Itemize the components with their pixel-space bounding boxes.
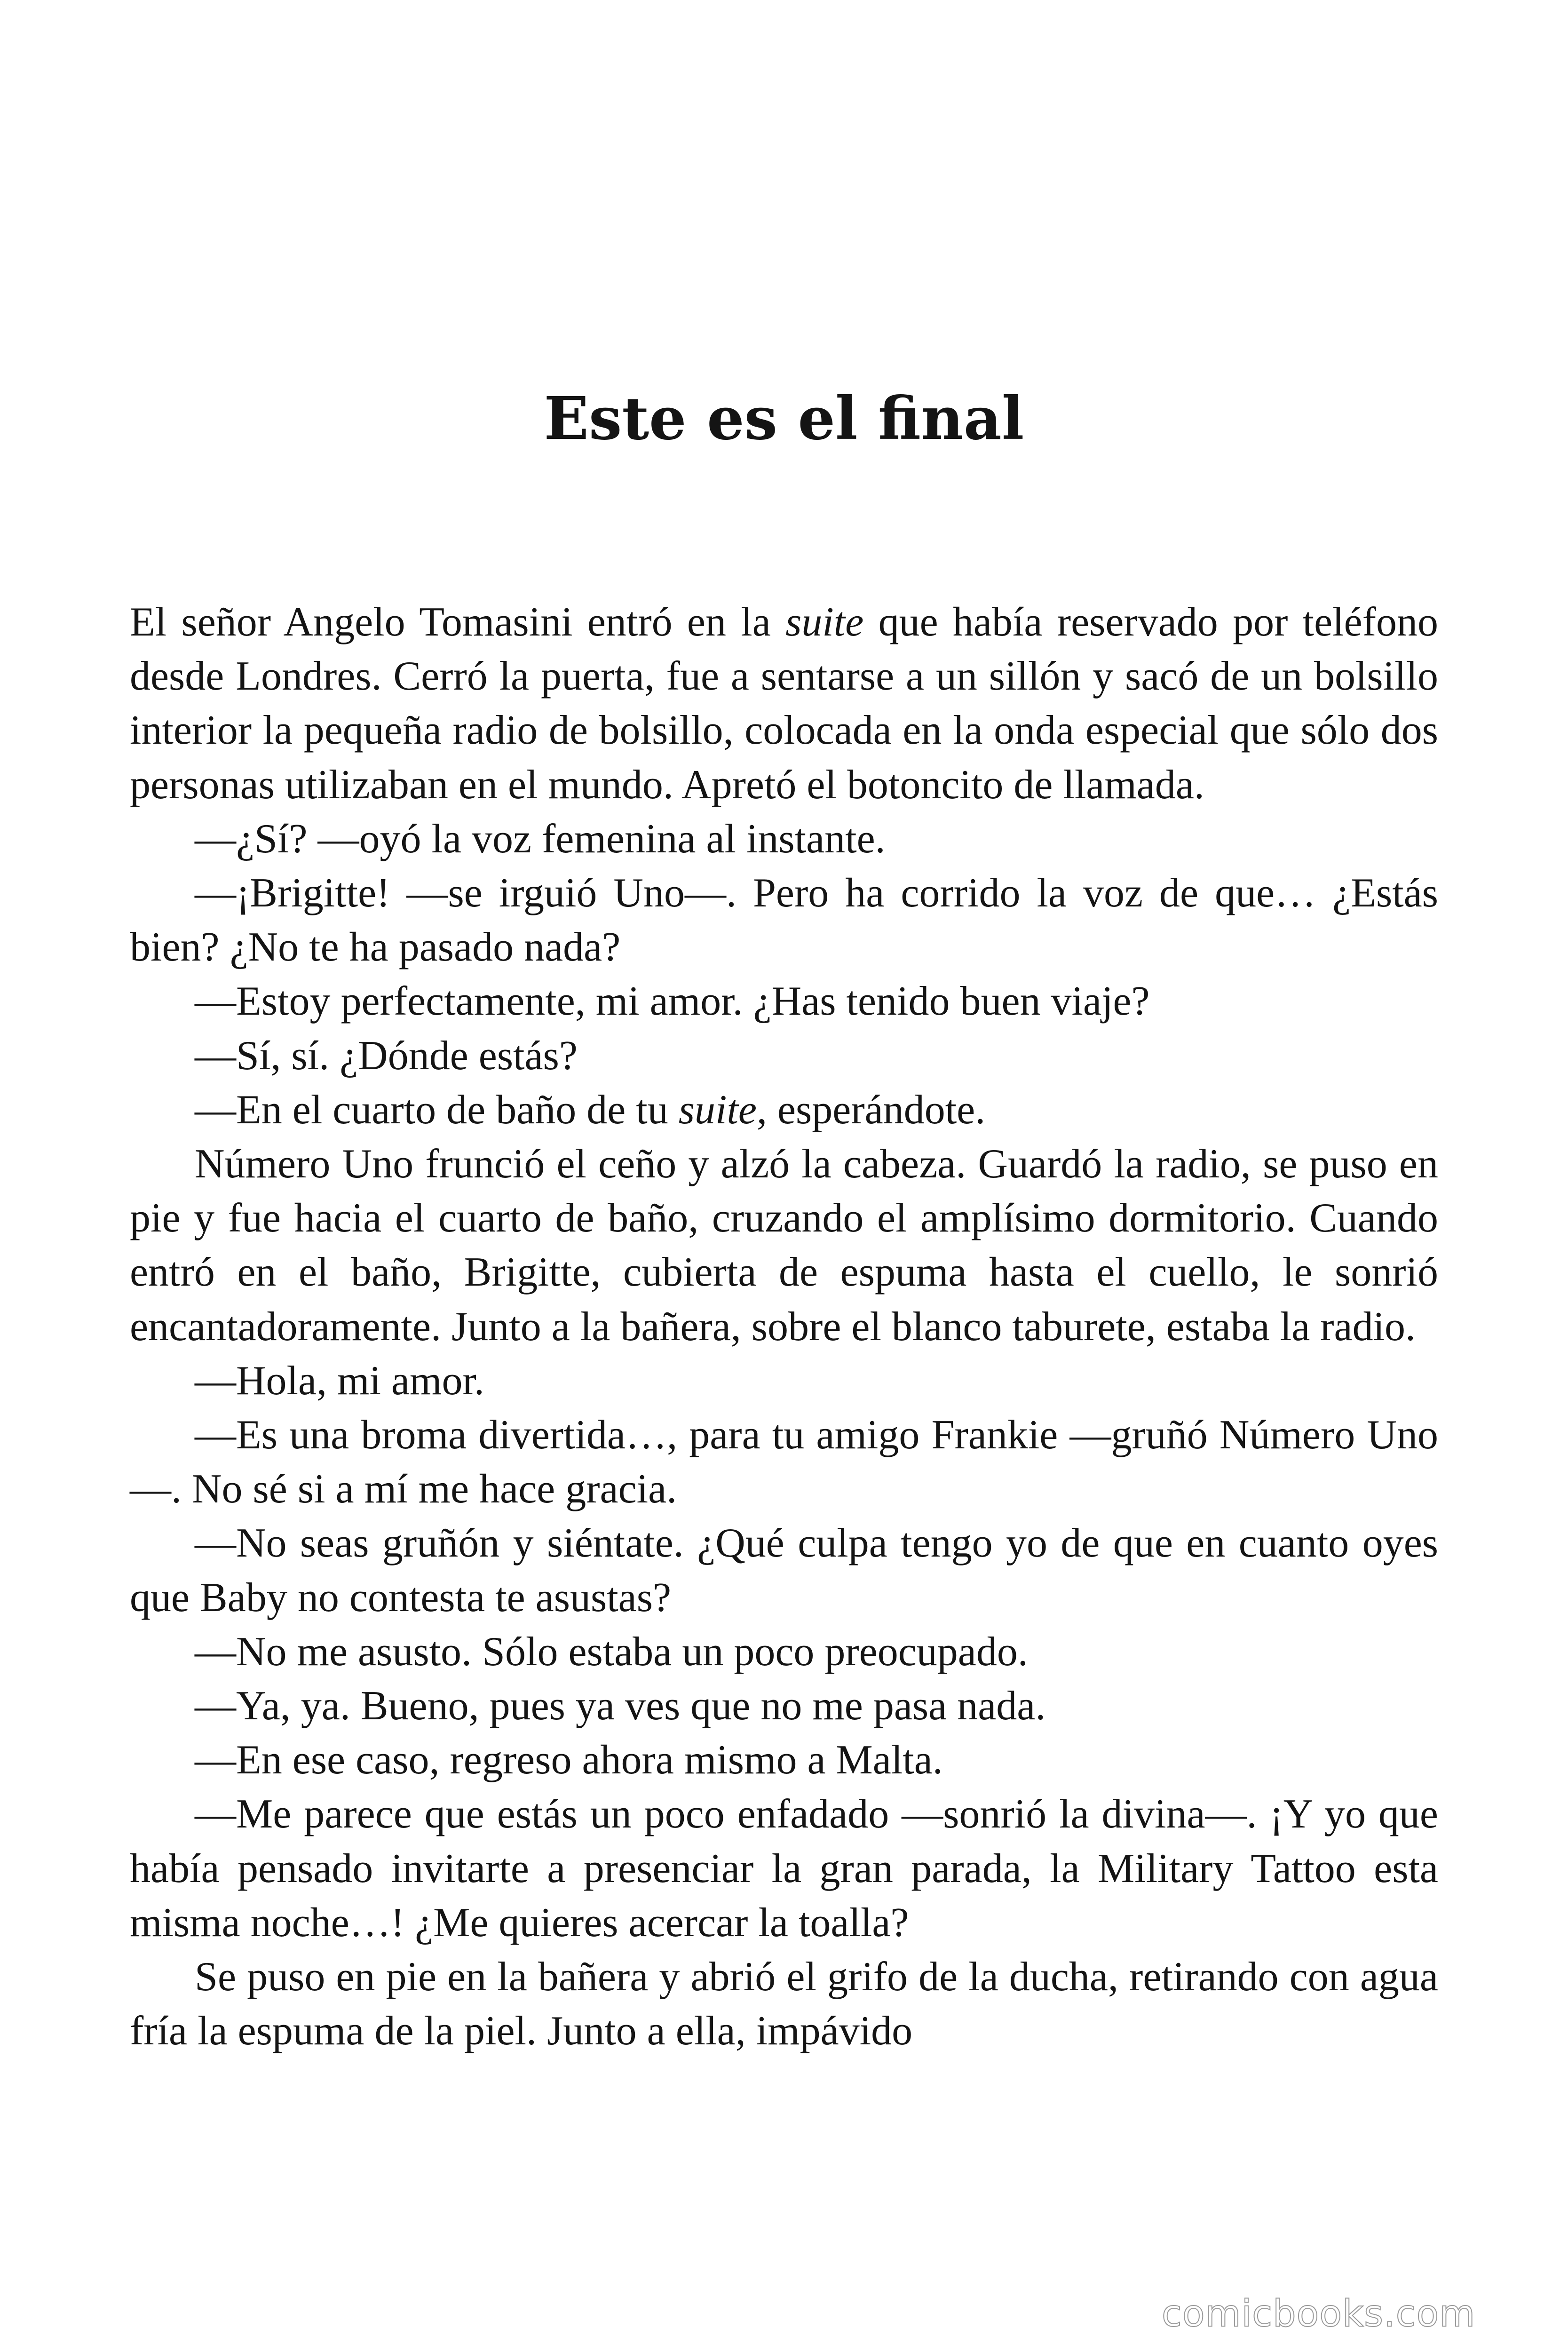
paragraph	[130, 1029, 1438, 1083]
paragraph	[130, 595, 1438, 812]
paragraph	[130, 1516, 1438, 1624]
chapter-title: Este es el final	[544, 384, 1024, 453]
paragraph	[130, 1787, 1438, 1950]
paragraph	[130, 1083, 1438, 1137]
paragraph	[130, 1679, 1438, 1733]
paragraph	[130, 1950, 1438, 2058]
text-run: —Estoy perfectamente, mi amor. ¿Has tenido buen viaje?	[195, 978, 1150, 1025]
paragraph	[130, 812, 1438, 866]
text-run: Se puso en pie en la bañera y abrió el grifo de la ducha, retirando con agua fría la espuma de la piel. Junto a ella, impávido	[130, 1954, 1438, 2054]
text-run: —Sí, sí. ¿Dónde estás?	[195, 1033, 578, 1079]
text-run: Número Uno frunció el ceño y alzó la cabeza. Guardó la radio, se puso en pie y fue hacia el cuarto de baño, cruzando el amplísimo dormitorio. Cuando entró en el baño, Brigitte, cubierta de espuma hasta el cuello, le sonrió encantadoramente. Junto a la bañera, sobre el blanco taburete, estaba la radio.	[130, 1141, 1438, 1350]
paragraph	[130, 1137, 1438, 1354]
text-run: —En el cuarto de baño de tu	[195, 1087, 679, 1133]
text-run: —Me parece que estás un poco enfadado —sonrió la divina—. ¡Y yo que había pensado invitarte a presenciar la gran parada, la Military Tattoo esta misma noche…! ¿Me quieres acercar la toalla?	[130, 1791, 1438, 1946]
paragraph	[130, 1625, 1438, 1679]
text-run: —Ya, ya. Bueno, pues ya ves que no me pasa nada.	[195, 1683, 1046, 1729]
paragraph	[130, 1408, 1438, 1516]
text-run: —Es una broma divertida…, para tu amigo Frankie —gruñó Número Uno—. No sé si a mí me hace gracia.	[130, 1412, 1438, 1512]
text-run: El señor Angelo Tomasini entró en la	[130, 599, 786, 645]
italic-text: suite	[678, 1087, 757, 1133]
text-run: , esperándote.	[756, 1087, 986, 1133]
text-run: —Hola, mi amor.	[195, 1358, 484, 1404]
chapter-body	[130, 595, 1438, 2058]
text-run: —No seas gruñón y siéntate. ¿Qué culpa tengo yo de que en cuanto oyes que Baby no contesta te asustas?	[130, 1520, 1438, 1621]
text-run: —No me asusto. Sólo estaba un poco preocupado.	[195, 1629, 1028, 1675]
paragraph	[130, 1354, 1438, 1408]
paragraph	[130, 1733, 1438, 1787]
text-run: —¿Sí? —oyó la voz femenina al instante.	[195, 816, 886, 862]
paragraph	[130, 866, 1438, 974]
paragraph	[130, 974, 1438, 1028]
text-run: —En ese caso, regreso ahora mismo a Malta.	[195, 1737, 943, 1783]
italic-text: suite	[785, 599, 864, 645]
text-run: —¡Brigitte! —se irguió Uno—. Pero ha corrido la voz de que… ¿Estás bien? ¿No te ha pasado nada?	[130, 870, 1438, 970]
text-run: que había reservado por teléfono desde Londres. Cerró la puerta, fue a sentarse a un sillón y sacó de un bolsillo interior la pequeña radio de bolsillo, colocada en la onda especial que sólo dos personas utilizaban en el mundo. Apretó el botoncito de llamada.	[130, 599, 1438, 808]
watermark: comicbooks.com	[1162, 2293, 1476, 2335]
